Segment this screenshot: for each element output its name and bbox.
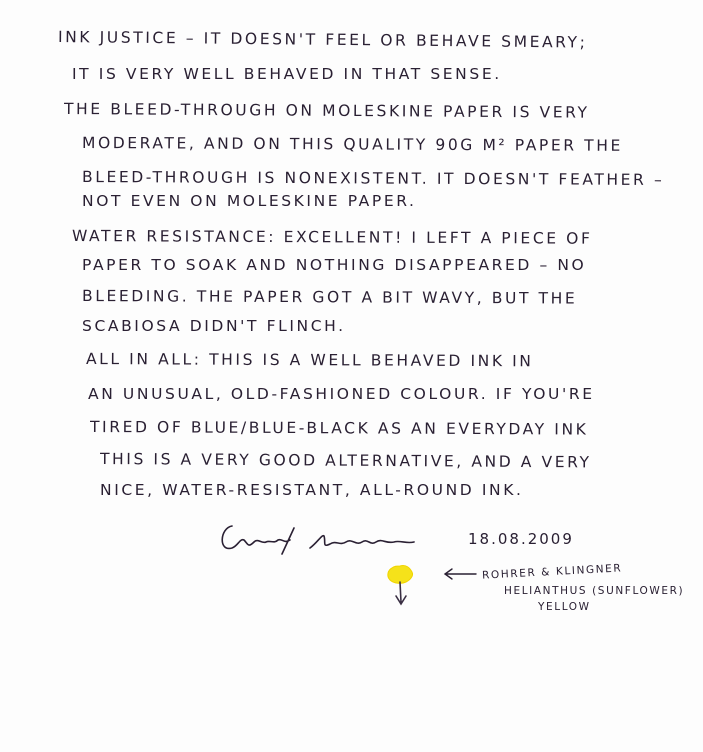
- text-line-1: INK JUSTICE – IT DOESN'T FEEL OR BEHAVE SMEARY;: [57, 28, 588, 52]
- ink-name-note: HELIANTHUS (SUNFLOWER): [504, 585, 685, 597]
- text-line-9: BLEEDING. THE PAPER GOT A BIT WAVY, BUT THE: [81, 287, 578, 308]
- text-line-2: IT IS VERY WELL BEHAVED IN THAT SENSE.: [72, 65, 502, 83]
- text-line-8: PAPER TO SOAK AND NOTHING DISAPPEARED – NO: [82, 256, 587, 274]
- text-line-15: NICE, WATER-RESISTANT, ALL-ROUND INK.: [100, 481, 524, 499]
- text-line-13: TIRED OF BLUE/BLUE-BLACK AS AN EVERYDAY INK: [89, 418, 589, 439]
- text-line-11: ALL IN ALL: THIS IS A WELL BEHAVED INK IN: [85, 350, 534, 371]
- text-line-6: NOT EVEN ON MOLESKINE PAPER.: [82, 192, 417, 210]
- sunflower-icon: [380, 562, 420, 618]
- text-line-5: BLEED-THROUGH IS NONEXISTENT. IT DOESN'T FEATHER –: [81, 168, 665, 190]
- signature-scribble: [218, 518, 443, 556]
- text-line-10: SCABIOSA DIDN'T FLINCH.: [82, 317, 346, 335]
- text-line-12: AN UNUSUAL, OLD-FASHIONED COLOUR. IF YOU'RE: [88, 385, 595, 403]
- text-line-3: THE BLEED-THROUGH ON MOLESKINE PAPER IS VERY: [63, 100, 590, 122]
- text-line-4: MODERATE, AND ON THIS QUALITY 90G M² PAPER THE: [81, 134, 623, 155]
- ink-color-note: YELLOW: [538, 601, 591, 613]
- ink-brand-note: ROHRER & KLINGNER: [481, 562, 623, 582]
- text-line-14: THIS IS A VERY GOOD ALTERNATIVE, AND A VERY: [99, 450, 592, 472]
- text-line-7: WATER RESISTANCE: EXCELLENT! I LEFT A PIECE OF: [71, 227, 593, 248]
- signature-date: 18.08.2009: [468, 530, 574, 548]
- arrow-left-icon: [442, 568, 478, 580]
